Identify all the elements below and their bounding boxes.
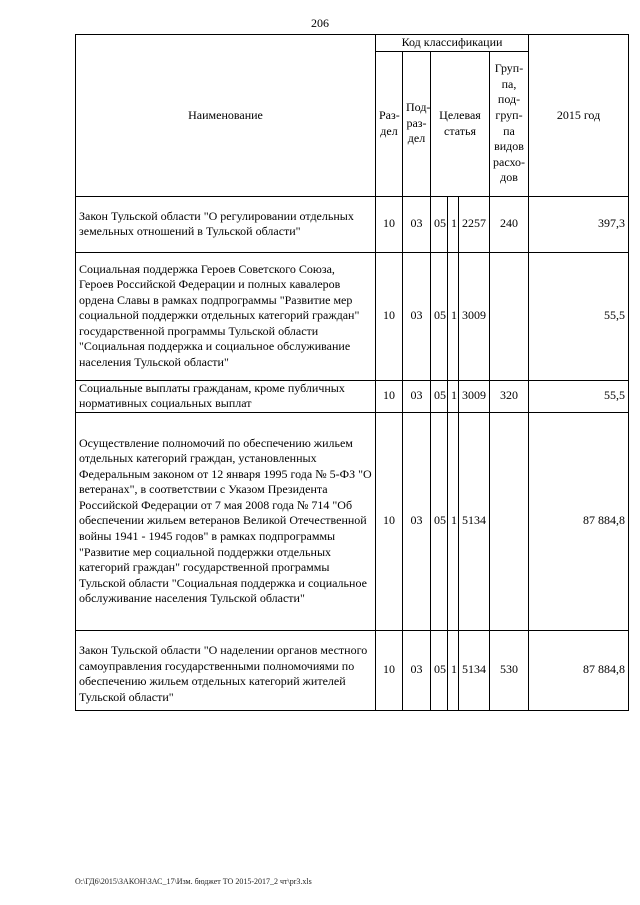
row-name: Осуществление полномочий по обеспечению жильем отдельных категорий граждан, установленных Федеральным законом от 12 января 1995 года № 5-ФЗ "О ветеранах", в соответствии с Указом Президента Российской Федерации от 7 мая 2008 года № 714 "Об обеспечении жильем ветеранов Великой Отечественной войны 1941 - 1945 годов" в рамках подпрограммы "Развитие мер социальной поддержки отдельных категорий граждан" государственной программы Тульской области "Социальная поддержка и социальное обслуживание населения Тульской области" (76, 412, 376, 630)
row-expense-group (490, 412, 529, 630)
row-target-program: 05 (431, 380, 448, 412)
table-row (76, 412, 629, 630)
row-target-code: 5134 (459, 630, 490, 710)
row-target-code: 2257 (459, 196, 490, 252)
row-name: Закон Тульской области "О регулировании отдельных земельных отношений в Тульской области" (76, 196, 376, 252)
row-expense-group: 240 (490, 196, 529, 252)
page-number: 206 (311, 16, 329, 30)
table-row (76, 380, 629, 412)
year-column-header: 2015 год (529, 35, 629, 197)
row-section: 10 (376, 380, 403, 412)
row-section: 10 (376, 196, 403, 252)
row-subsection: 03 (403, 630, 431, 710)
row-target-subprogram: 1 (448, 252, 459, 380)
row-name: Закон Тульской области "О наделении органов местного самоуправления государственными полномочиями по обеспечению жильем отдельных категорий жителей Тульской области" (76, 630, 376, 710)
row-amount: 55,5 (529, 380, 629, 412)
name-column-header: Наименование (76, 35, 376, 197)
row-name: Социальные выплаты гражданам, кроме публичных нормативных социальных выплат (76, 380, 376, 412)
row-amount: 87 884,8 (529, 412, 629, 630)
row-section: 10 (376, 412, 403, 630)
row-target-program: 05 (431, 252, 448, 380)
row-target-program: 05 (431, 196, 448, 252)
row-subsection: 03 (403, 196, 431, 252)
row-target-program: 05 (431, 412, 448, 630)
row-expense-group (490, 252, 529, 380)
row-target-subprogram: 1 (448, 412, 459, 630)
classification-code-header: Код классификации (376, 35, 529, 52)
row-target-subprogram: 1 (448, 196, 459, 252)
subsection-column-header: Под- раз- дел (403, 51, 431, 196)
row-target-code: 3009 (459, 380, 490, 412)
header-row-top (76, 35, 629, 52)
row-expense-group: 530 (490, 630, 529, 710)
row-target-program: 05 (431, 630, 448, 710)
row-target-code: 5134 (459, 412, 490, 630)
row-subsection: 03 (403, 380, 431, 412)
file-path-footer: O:\ГД6\2015\ЗАКОН\ЗАС_17\Изм. бюджет ТО 2015-2017_2 чт\pr3.xls (75, 877, 312, 886)
expense-group-column-header: Груп- па, под- груп- па видов расхо- дов (490, 51, 529, 196)
table-row (76, 196, 629, 252)
table-row (76, 630, 629, 710)
row-name: Социальная поддержка Героев Советского Союза, Героев Российской Федерации и полных кавалеров ордена Славы в рамках подпрограммы "Развитие мер социальной поддержки отдельных категорий граждан" государственной программы Тульской области "Социальная поддержка и социальное обслуживание населения Тульской области" (76, 252, 376, 380)
row-section: 10 (376, 630, 403, 710)
row-target-subprogram: 1 (448, 630, 459, 710)
row-expense-group: 320 (490, 380, 529, 412)
row-target-subprogram: 1 (448, 380, 459, 412)
row-amount: 397,3 (529, 196, 629, 252)
row-subsection: 03 (403, 252, 431, 380)
row-target-code: 3009 (459, 252, 490, 380)
row-subsection: 03 (403, 412, 431, 630)
budget-table (75, 34, 629, 711)
row-amount: 55,5 (529, 252, 629, 380)
row-amount: 87 884,8 (529, 630, 629, 710)
section-column-header: Раз- дел (376, 51, 403, 196)
row-section: 10 (376, 252, 403, 380)
table-row (76, 252, 629, 380)
target-article-column-header: Целевая статья (431, 51, 490, 196)
